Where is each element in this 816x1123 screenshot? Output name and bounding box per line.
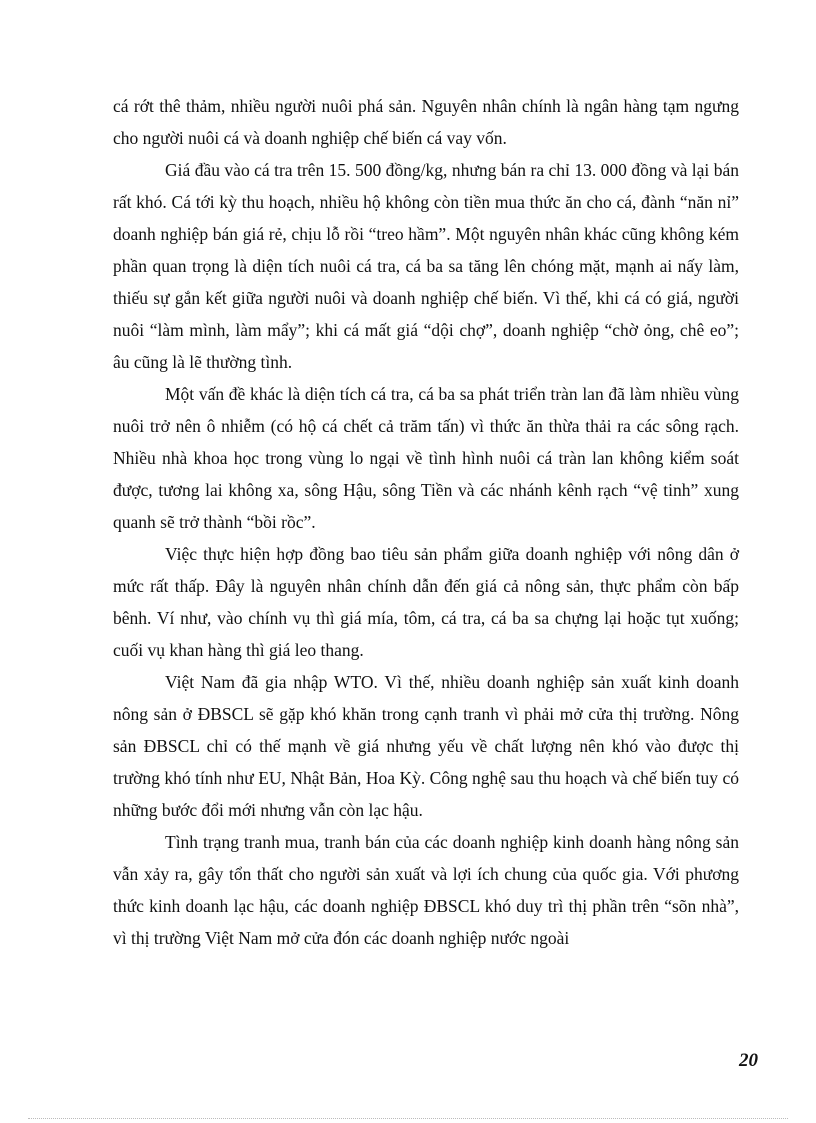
page-border-divider <box>28 1118 788 1119</box>
paragraph-1: cá rớt thê thảm, nhiều người nuôi phá sản. Nguyên nhân chính là ngân hàng tạm ngưng cho người nuôi cá và doanh nghiệp chế biến cá vay vốn. <box>113 96 739 148</box>
body-text <box>113 90 739 954</box>
paragraph-6: Tình trạng tranh mua, tranh bán của các doanh nghiệp kinh doanh hàng nông sản vẫn xảy ra, gây tổn thất cho người sản xuất và lợi ích chung của quốc gia. Với phương thức kinh doanh lạc hậu, các doanh nghiệp ĐBSCL khó duy trì thị phần trên “sõn nhà”, vì thị trường Việt Nam mở cửa đón các doanh nghiệp nước ngoài <box>113 832 739 948</box>
paragraph-4: Việc thực hiện hợp đồng bao tiêu sản phẩm giữa doanh nghiệp với nông dân ở mức rất thấp. Đây là nguyên nhân chính dẫn đến giá cả nông sản, thực phẩm còn bấp bênh. Ví như, vào chính vụ thì giá mía, tôm, cá tra, cá ba sa chựng lại hoặc tụt xuống; cuối vụ khan hàng thì giá leo thang. <box>113 544 739 660</box>
paragraph-3: Một vấn đề khác là diện tích cá tra, cá ba sa phát triển tràn lan đã làm nhiều vùng nuôi trở nên ô nhiễm (có hộ cá chết cả trăm tấn) vì thức ăn thừa thải ra các sông rạch. Nhiều nhà khoa học trong vùng lo ngại về tình hình nuôi cá tràn lan không kiểm soát được, tương lai không xa, sông Hậu, sông Tiền và các nhánh kênh rạch “vệ tinh” xung quanh sẽ trở thành “bồi rồc”. <box>113 384 739 532</box>
paragraph-2: Giá đầu vào cá tra trên 15. 500 đồng/kg, nhưng bán ra chỉ 13. 000 đồng và lại bán rất khó. Cá tới kỳ thu hoạch, nhiều hộ không còn tiền mua thức ăn cho cá, đành “năn nỉ” doanh nghiệp bán giá rẻ, chịu lỗ rồi “treo hầm”. Một nguyên nhân khác cũng không kém phần quan trọng là diện tích nuôi cá tra, cá ba sa tăng lên chóng mặt, mạnh ai nấy làm, thiếu sự gắn kết giữa người nuôi và doanh nghiệp chế biến. Vì thế, khi cá có giá, người nuôi “làm mình, làm mẩy”; khi cá mất giá “dội chợ”, doanh nghiệp “chờ ỏng, chê eo”; âu cũng là lẽ thường tình. <box>113 160 739 372</box>
paragraph-5: Việt Nam đã gia nhập WTO. Vì thế, nhiều doanh nghiệp sản xuất kinh doanh nông sản ở ĐBSCL sẽ gặp khó khăn trong cạnh tranh vì phải mở cửa thị trường. Nông sản ĐBSCL chỉ có thế mạnh về giá nhưng yếu về chất lượng nên khó vào được thị trường khó tính như EU, Nhật Bản, Hoa Kỳ. Công nghệ sau thu hoạch và chế biến tuy có những bước đổi mới nhưng vẫn còn lạc hậu. <box>113 672 739 820</box>
page-number: 20 <box>739 1050 758 1071</box>
